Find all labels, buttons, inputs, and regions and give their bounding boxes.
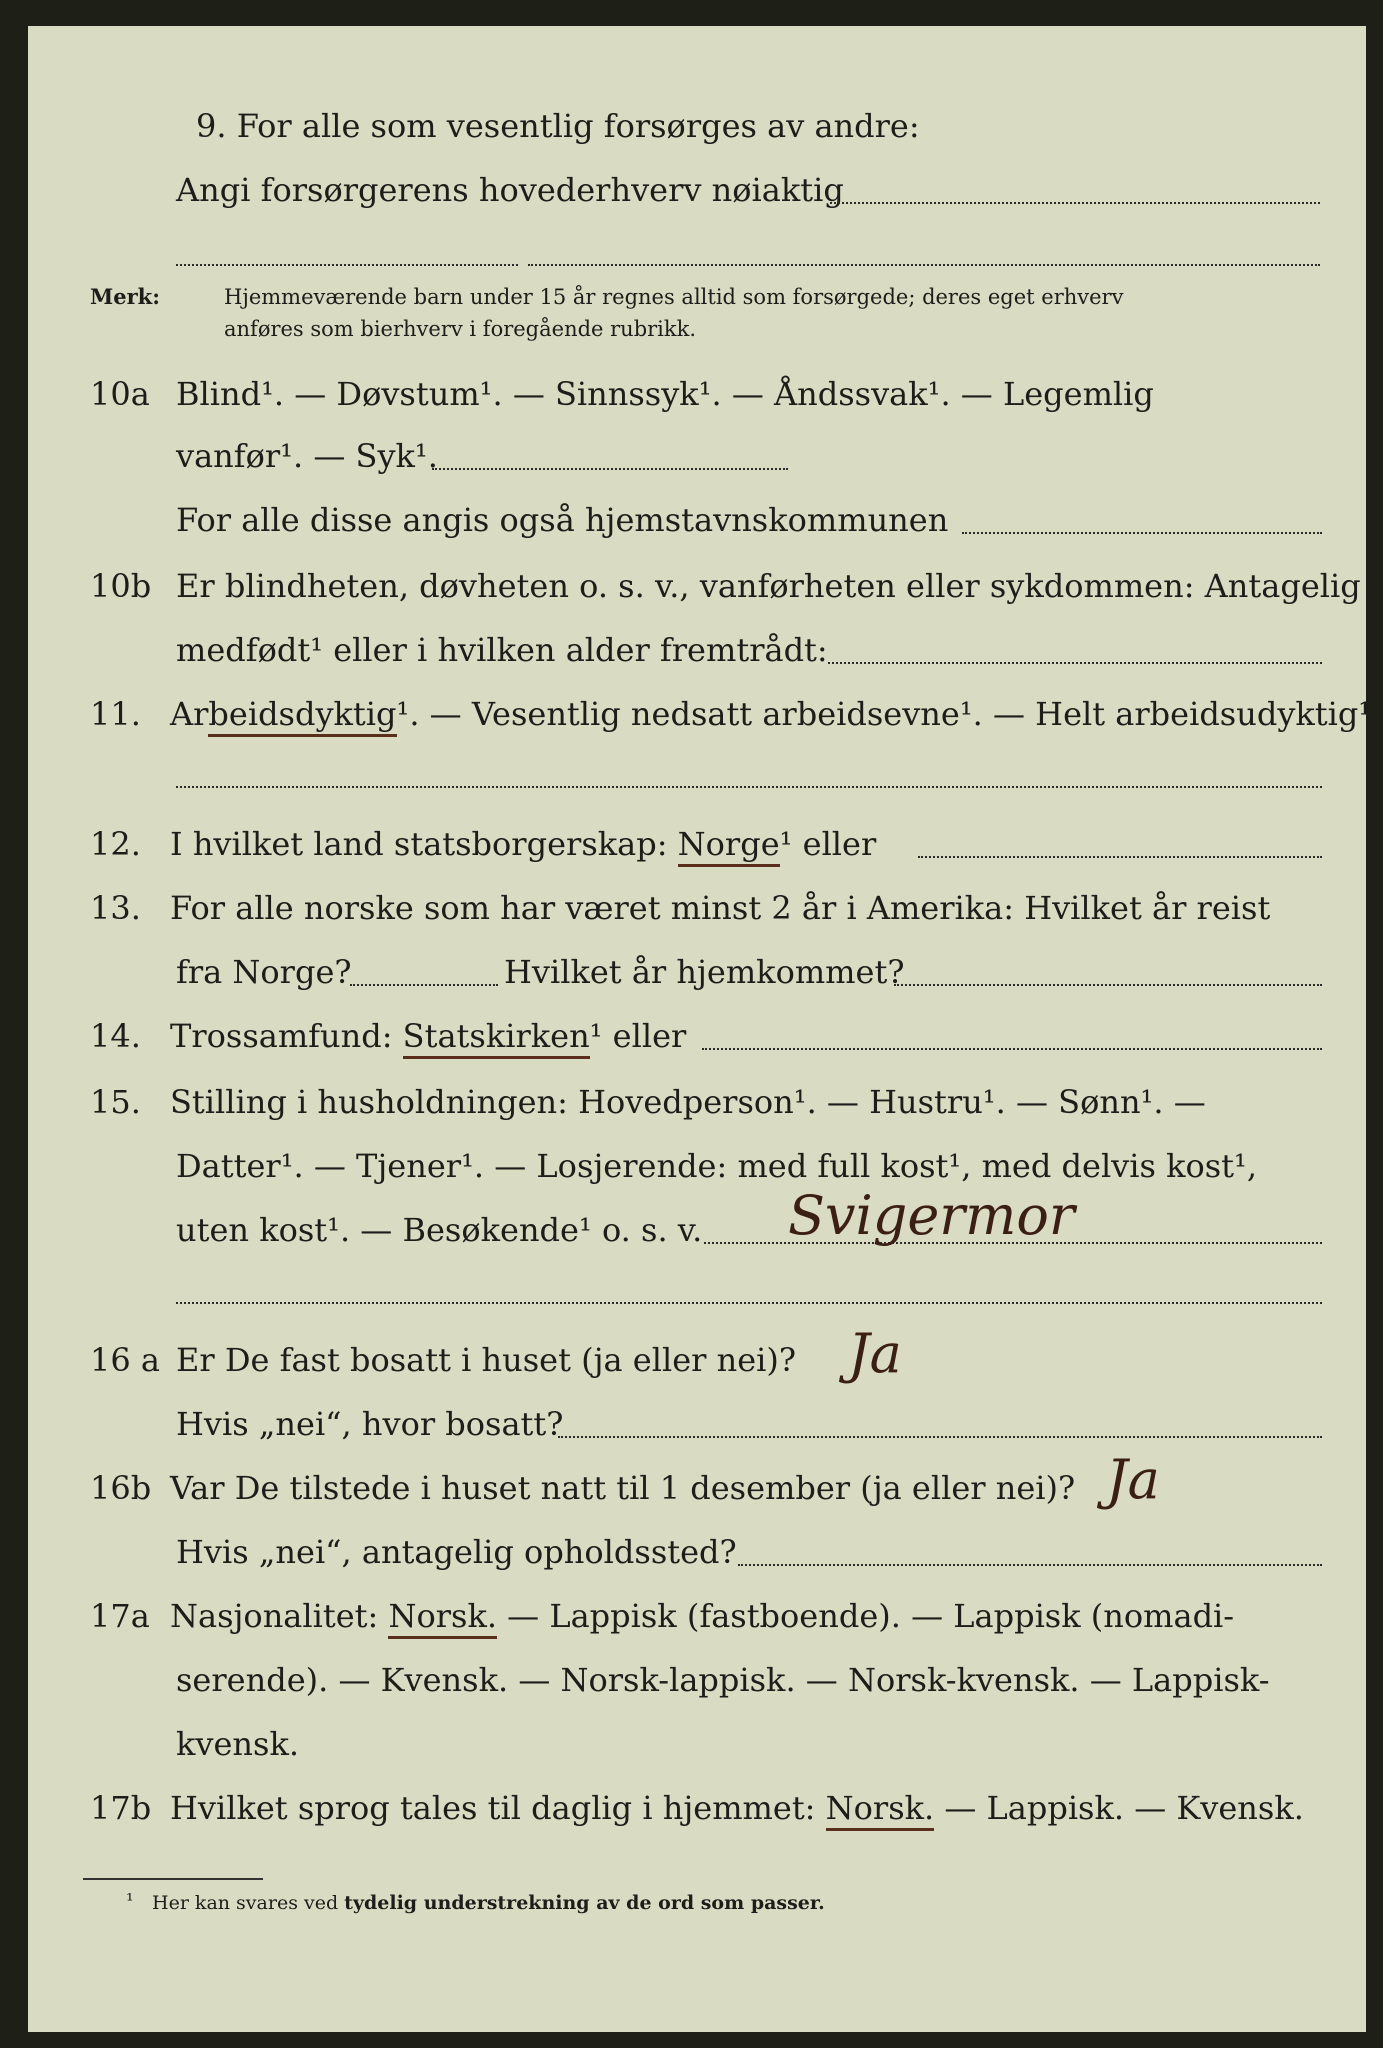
q9-line1: 9. For alle som vesentlig forsørges av andre: [196,107,920,145]
q14-post: ¹ eller [589,1017,687,1055]
q17b-post: — Lappisk. — Kvensk. [934,1789,1304,1827]
q9-answer-field-2b[interactable] [528,264,1320,266]
q17a-line2: serende). — Kvensk. — Norsk-lappisk. — Norsk-kvensk. — Lappisk- [176,1661,1270,1699]
q14-number: 14. [90,1017,141,1055]
q10a-line1: Blind¹. — Døvstum¹. — Sinnssyk¹. — Åndssvak¹. — Legemlig [176,375,1154,413]
q13-line2b: Hvilket år hjemkommet? [504,953,905,991]
q17a-pre: Nasjonalitet: [170,1597,389,1635]
q16b-handwritten-answer: Ja [1106,1448,1160,1511]
q16a-handwritten-answer: Ja [848,1322,902,1385]
q13-year-returned-field[interactable] [894,984,1322,986]
q17b-pre: Hvilket sprog tales til daglig i hjemmet: [170,1789,826,1827]
q11-underlined-option[interactable]: beidsdyktig [208,695,396,737]
q16b-whereabouts-field[interactable] [738,1564,1322,1566]
merk-line1: Hjemmeværende barn under 15 år regnes alltid som forsørgede; deres eget erhverv [224,285,1124,309]
q14-underlined-option[interactable]: Statskirken [403,1017,590,1059]
q9-answer-field-2a[interactable] [176,264,518,266]
merk-line2: anføres som bierhverv i foregående rubrikk. [224,317,697,341]
q14-answer-field[interactable] [702,1048,1322,1050]
q16a-line2: Hvis „nei“, hvor bosatt? [176,1405,564,1443]
q14-line [170,1016,686,1056]
q12-post: ¹ eller [779,825,877,863]
q13-number: 13. [90,889,141,927]
q17b-underlined-option[interactable]: Norsk. [826,1789,935,1831]
q14-pre: Trossamfund: [170,1017,403,1055]
q12-answer-field[interactable] [918,856,1322,858]
footnote-mark: ¹ [126,1890,134,1912]
q17a-line1 [170,1596,1234,1636]
q17b-number: 17b [90,1789,152,1827]
q17a-number: 17a [90,1597,150,1635]
q16b-number: 16b [90,1469,152,1507]
q15-handwritten-answer: Svigermor [788,1184,1075,1247]
q10a-line2: vanfør¹. — Syk¹. [176,437,438,475]
q12-pre: I hvilket land statsborgerskap: [170,825,678,863]
q13-year-left-field[interactable] [350,984,498,986]
footnote-text [152,1888,825,1918]
q10b-line2: medfødt¹ eller i hvilken alder fremtrådt: [176,631,828,669]
q10b-line1: Er blindheten, døvheten o. s. v., vanførheten eller sykdommen: Antagelig [176,567,1361,605]
q16b-line2: Hvis „nei“, antagelig opholdssted? [176,1533,737,1571]
q10b-answer-field[interactable] [828,662,1322,664]
q13-line2a: fra Norge? [176,953,352,991]
q17b-line [170,1788,1304,1828]
q10a-answer-field[interactable] [432,468,788,470]
q9-line2: Angi forsørgerens hovederhverv nøiaktig [176,171,844,209]
q16b-line1: Var De tilstede i huset natt til 1 desember (ja eller nei)? [170,1469,1076,1507]
q11-pre: Ar [170,695,209,733]
q11-line [170,694,1381,734]
q10b-number: 10b [90,567,152,605]
q12-number: 12. [90,825,141,863]
q16a-line1: Er De fast bosatt i huset (ja eller nei)? [176,1341,797,1379]
q16a-number: 16 a [90,1341,160,1379]
q16a-residence-field[interactable] [558,1436,1322,1438]
q12-underlined-option[interactable]: Norge [678,825,780,867]
q15-line3: uten kost¹. — Besøkende¹ o. s. v. [176,1211,703,1249]
q11-post: ¹. — Vesentlig nedsatt arbeidsevne¹. — Helt arbeidsudyktig¹. [396,695,1382,733]
q17a-line3: kvensk. [176,1725,299,1763]
q15-number: 15. [90,1083,141,1121]
q17a-underlined-option[interactable]: Norsk. [388,1597,497,1639]
q11-answer-field[interactable] [176,786,1322,788]
footnote-rule [83,1878,263,1880]
footnote-bold: tydelig understrekning av de ord som passer. [344,1892,825,1914]
q12-line [170,824,876,864]
footnote-pre: Her kan svares ved [152,1892,345,1914]
q10a-line3: For alle disse angis også hjemstavnskommunen [176,501,949,539]
q15-line2: Datter¹. — Tjener¹. — Losjerende: med full kost¹, med delvis kost¹, [176,1147,1258,1185]
q10a-municipality-field[interactable] [962,532,1322,534]
census-form-page [28,26,1382,2032]
merk-label: Merk: [90,284,160,309]
q17a-post: — Lappisk (fastboende). — Lappisk (nomadi- [497,1597,1235,1635]
q9-answer-field[interactable] [830,202,1320,204]
q11-number: 11. [90,695,141,733]
q15-line1: Stilling i husholdningen: Hovedperson¹. — Hustru¹. — Sønn¹. — [170,1083,1206,1121]
q10a-number: 10a [90,375,150,413]
q15-answer-field-2[interactable] [176,1302,1322,1304]
q13-line1: For alle norske som har været minst 2 år i Amerika: Hvilket år reist [170,889,1271,927]
